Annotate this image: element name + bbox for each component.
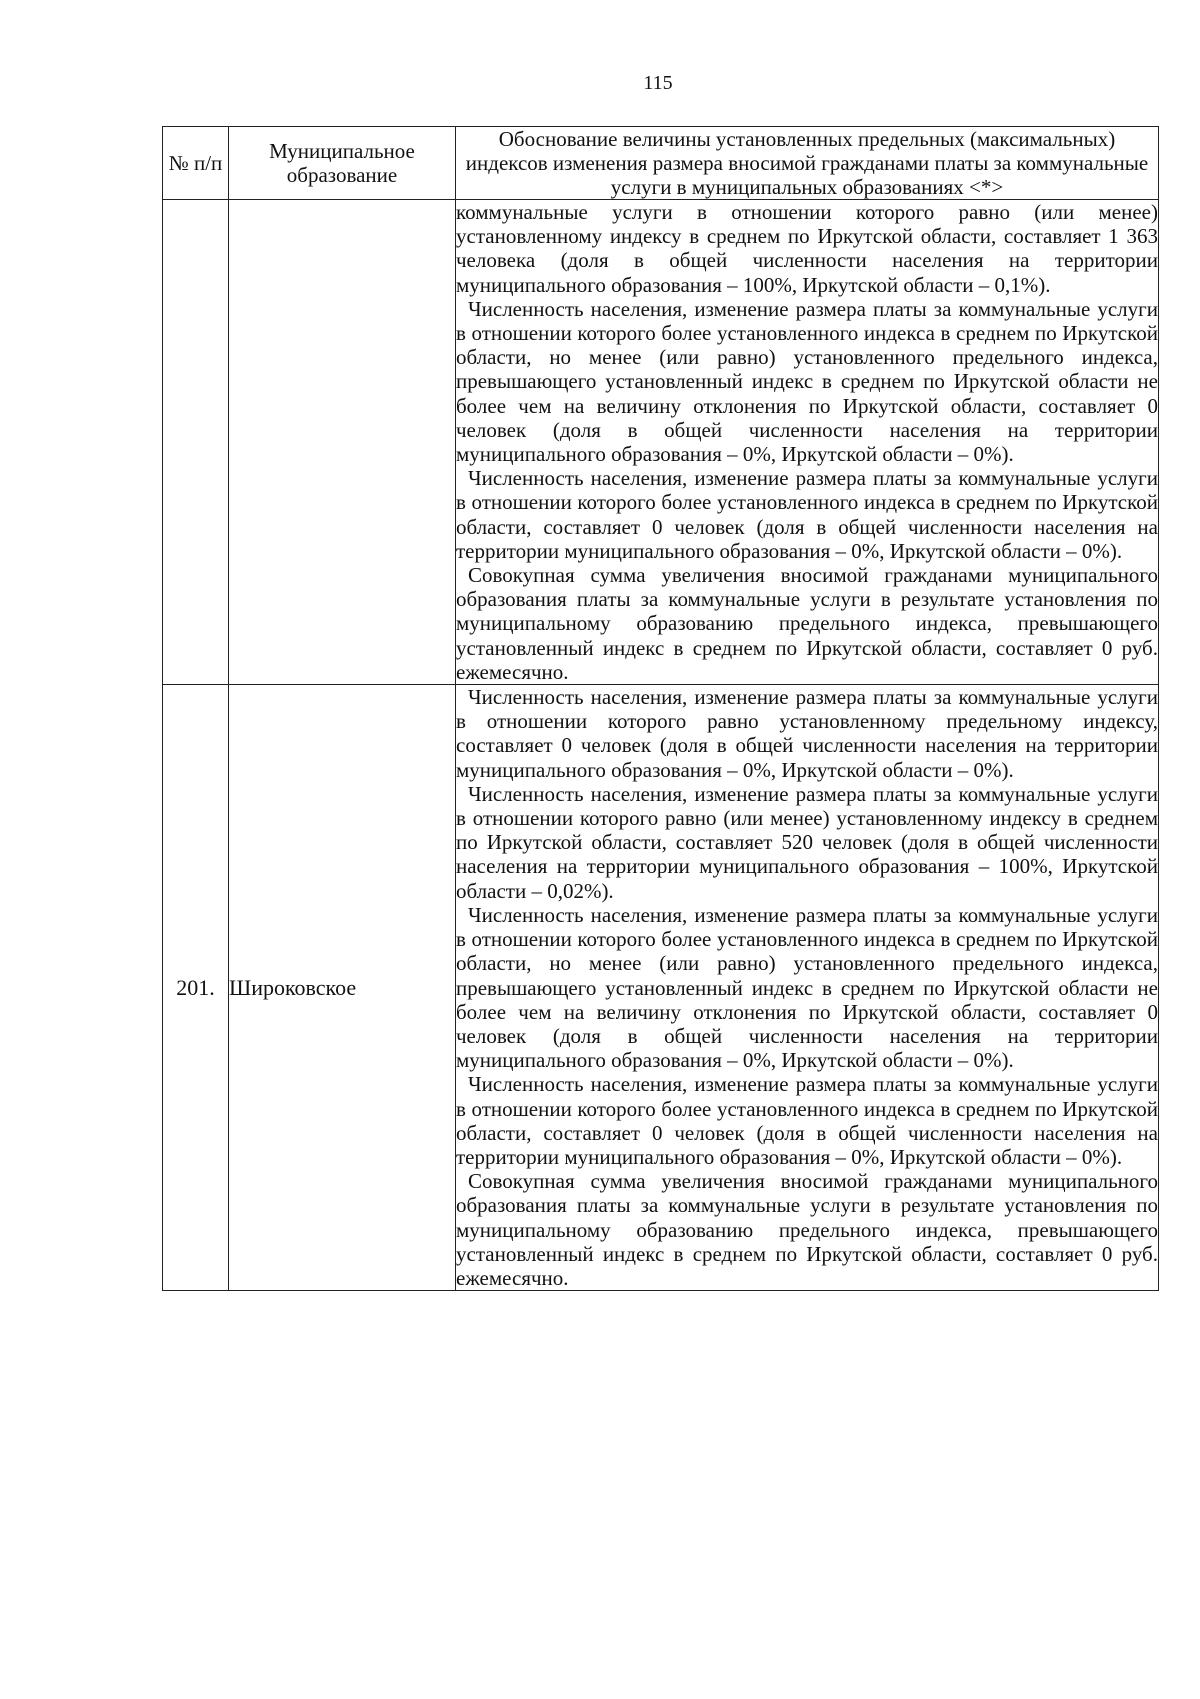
justification-table [162,126,1159,1291]
row-number [163,200,229,685]
row-justification [456,200,1159,685]
header-justification: Обоснование величины установленных предельных (максимальных) индексов изменения размера вносимой гражданами платы за коммунальные услуги в муниципальных образованиях <*> [456,127,1159,200]
table-row [163,685,1159,1291]
table-header-row [163,127,1159,200]
justification-paragraph: Численность населения, изменение размера платы за коммунальные услуги в отношении которого более установленного индекса в среднем по Иркутской области, но менее (или равно) установленного предельного индекса, превышающего установленный индекс в среднем по Иркутской области не более чем на величину отклонения по Иркутской области, составляет 0 человек (доля в общей численности населения на территории муниципального образования – 0%, Иркутской области – 0%). [456,296,1158,467]
justification-paragraph: Совокупная сумма увеличения вносимой гражданами муниципального образования платы за коммунальные услуги в результате установления по муниципальному образованию предельного индекса, превышающего установленный индекс в среднем по Иркутской области, составляет 0 руб. ежемесячно. [456,563,1158,684]
row-municipality: Широковское [229,685,456,1291]
row-municipality [229,200,456,685]
page-number: 115 [643,72,673,94]
row-number: 201. [163,685,229,1291]
justification-paragraph: Совокупная сумма увеличения вносимой гражданами муниципального образования платы за коммунальные услуги в результате установления по муниципальному образованию предельного индекса, превышающего установленный индекс в среднем по Иркутской области, составляет 0 руб. ежемесячно. [456,1169,1158,1290]
table-row [163,200,1159,685]
row-justification [456,685,1159,1291]
justification-paragraph: Численность населения, изменение размера платы за коммунальные услуги в отношении которого равно установленному предельному индексу, составляет 0 человек (доля в общей численности населения на территории муниципального образования – 0%, Иркутской области – 0%). [456,685,1158,782]
justification-paragraph: Численность населения, изменение размера платы за коммунальные услуги в отношении которого более установленного индекса в среднем по Иркутской области, но менее (или равно) установленного предельного индекса, превышающего установленный индекс в среднем по Иркутской области не более чем на величину отклонения по Иркутской области, составляет 0 человек (доля в общей численности населения на территории муниципального образования – 0%, Иркутской области – 0%). [456,902,1158,1073]
header-municipality: Муниципальное образование [229,127,456,200]
justification-paragraph: Численность населения, изменение размера платы за коммунальные услуги в отношении которого равно (или менее) установленному индексу в среднем по Иркутской области, составляет 520 человек (доля в общей численности населения на территории муниципального образования – 100%, Иркутской области – 0,02%). [456,781,1158,903]
justification-paragraph: коммунальные услуги в отношении которого равно (или менее) установленному индексу в среднем по Иркутской области, составляет 1 363 человека (доля в общей численности населения на территории муниципального образования – 100%, Иркутской области – 0,1%). [456,200,1158,297]
justification-paragraph: Численность населения, изменение размера платы за коммунальные услуги в отношении которого более установленного индекса в среднем по Иркутской области, составляет 0 человек (доля в общей численности населения на территории муниципального образования – 0%, Иркутской области – 0%). [456,466,1158,563]
justification-paragraph: Численность населения, изменение размера платы за коммунальные услуги в отношении которого более установленного индекса в среднем по Иркутской области, составляет 0 человек (доля в общей численности населения на территории муниципального образования – 0%, Иркутской области – 0%). [456,1072,1158,1169]
header-number: № п/п [163,127,229,200]
